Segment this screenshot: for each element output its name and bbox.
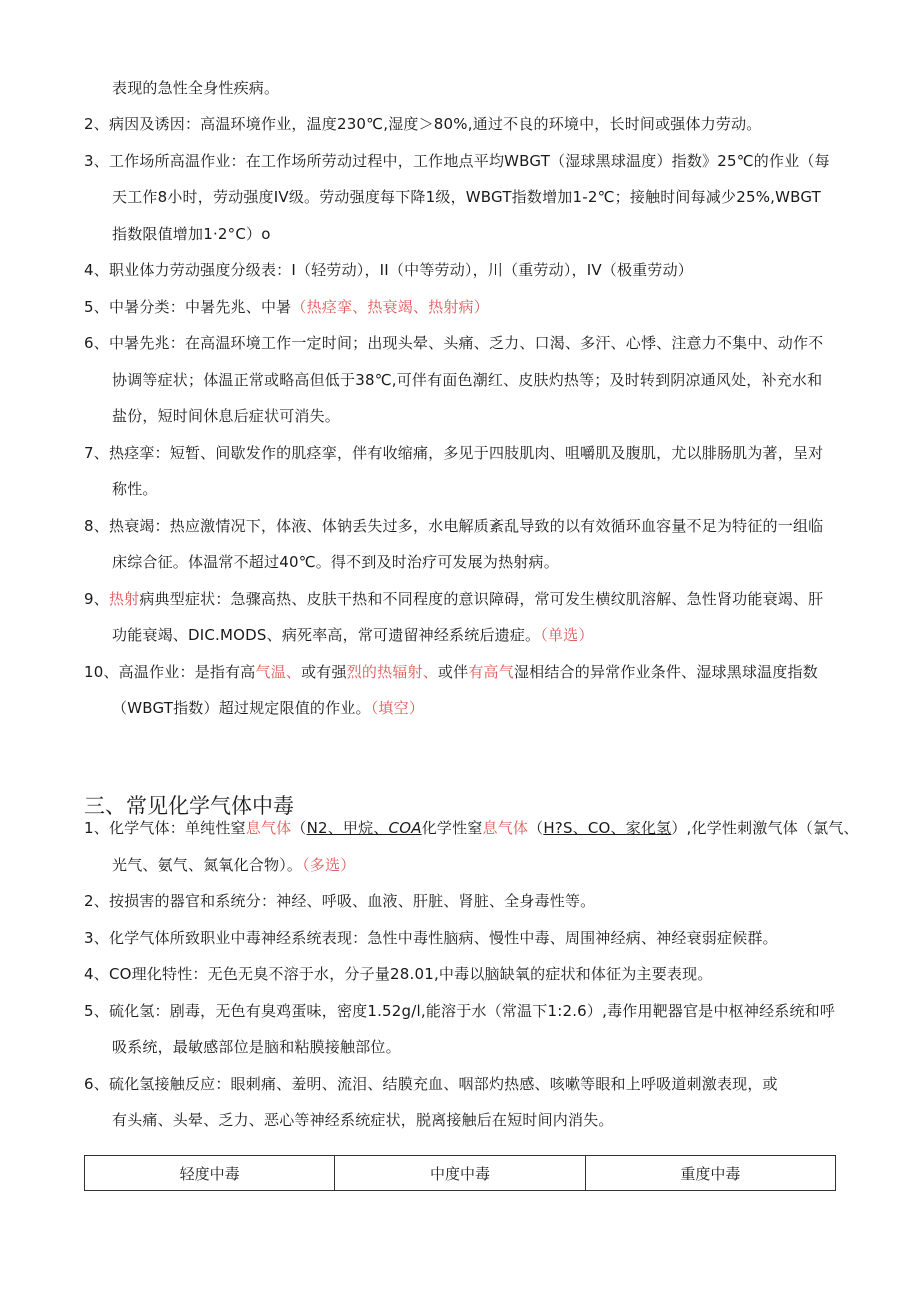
text-run: 光气、氨气、氮氧化合物）。 xyxy=(112,856,303,874)
paragraph-line xyxy=(112,690,424,727)
text-run: （ xyxy=(291,819,307,837)
paragraph-line xyxy=(112,471,158,508)
highlighted-text: （填空） xyxy=(370,699,425,717)
text-run: 化学性窒 xyxy=(421,819,483,837)
text-run: 表现的急性全身性疾病。 xyxy=(112,79,280,97)
text-run: 1、化学气体：单纯性窒 xyxy=(84,819,246,837)
table-header-moderate: 中度中毒 xyxy=(335,1156,585,1191)
text-run: N2、甲烷、 xyxy=(306,819,389,837)
paragraph-line xyxy=(112,70,279,107)
text-run: 指数限值增加1·2°C）o xyxy=(112,225,271,243)
paragraph-line xyxy=(84,289,489,326)
paragraph-line xyxy=(112,847,355,884)
text-run: ）,化学性刺激气体（氯气、 xyxy=(671,819,859,837)
highlighted-text: 气温、 xyxy=(255,663,302,681)
text-run: 3、工作场所高温作业：在工作场所劳动过程中，工作地点平均WBGT（湿球黑球温度）指数》25℃的作业（每 xyxy=(84,152,830,170)
paragraph-line xyxy=(84,252,693,289)
paragraph-line xyxy=(84,920,778,957)
text-run: 天工作8小时，劳动强度IV级。劳动强度每下降1级，WBGT指数增加1-2℃；接触时间每减少25%,WBGT xyxy=(112,188,822,206)
text-run: 5、硫化氢：剧毒，无色有臭鸡蛋味，密度1.52g/l,能溶于水（常温下1:2.6）,毒作用靶器官是中枢神经系统和呼 xyxy=(84,1002,836,1020)
text-run: 6、中暑先兆：在高温环境工作一定时间；出现头晕、头痛、乏力、口渴、多汗、心悸、注意力不集中、动作不 xyxy=(84,334,824,352)
paragraph-line xyxy=(84,993,835,1030)
paragraph-line xyxy=(84,435,823,472)
paragraph-line xyxy=(84,508,823,545)
text-run: 协调等症状；体温正常或略高但低于38℃,可伴有面色潮红、皮肤灼热等；及时转到阴凉通风处，补充水和 xyxy=(112,371,823,389)
text-run: 湿相结合的异常作业条件、湿球黑球温度指数 xyxy=(513,663,818,681)
paragraph-line xyxy=(84,654,818,691)
text-run: 2、按损害的器官和系统分：神经、呼吸、血液、肝脏、肾脏、全身毒性等。 xyxy=(84,892,596,910)
text-run: 病典型症状：急骤高热、皮肤干热和不同程度的意识障碍，常可发生横纹肌溶解、急性肾功能衰竭、肝 xyxy=(139,590,824,608)
paragraph-line xyxy=(112,1102,614,1139)
paragraph-line xyxy=(84,956,713,993)
text-run: 8、热衰竭：热应激情况下，体液、体钠丢失过多，水电解质紊乱导致的以有效循环血容量不足为特征的一组临 xyxy=(84,517,824,535)
text-run: 或有强 xyxy=(301,663,347,681)
text-run: 9、 xyxy=(84,590,109,608)
paragraph-line xyxy=(84,143,830,180)
table-header-severe: 重度中毒 xyxy=(585,1156,835,1191)
highlighted-text: 热射 xyxy=(108,590,140,608)
text-run: 盐份，短时间休息后症状可消失。 xyxy=(112,407,341,425)
paragraph-line xyxy=(84,883,595,920)
text-run: 4、职业体力劳动强度分级表：I（轻劳动），II（中等劳动），川（重劳动），IV（极重劳动） xyxy=(84,261,694,279)
text-run: 有头痛、头晕、乏力、恶心等神经系统症状，脱离接触后在短时间内消失。 xyxy=(112,1111,614,1129)
paragraph-line xyxy=(112,362,822,399)
paragraph-line xyxy=(84,325,823,362)
text-run: H?S、CO、家化氢 xyxy=(543,819,672,837)
text-run: 7、热痉挛：短暂、间歇发作的肌痉挛，伴有收缩痛，多见于四肢肌肉、咀嚼肌及腹肌，尤以腓肠肌为著，呈对 xyxy=(84,444,824,462)
text-run: 5、中暑分类：中暑先兆、中暑 xyxy=(84,298,292,316)
highlighted-text: 息气体 xyxy=(245,819,292,837)
text-run: 4、CO理化特性：无色无臭不溶于水，分子量28.01,中毒以脑缺氧的症状和体征为主要表现。 xyxy=(84,965,713,983)
highlighted-text: （单选） xyxy=(540,626,594,644)
paragraph-line xyxy=(112,617,594,654)
paragraph-line xyxy=(112,398,340,435)
paragraph-line xyxy=(84,581,823,618)
table-header-mild: 轻度中毒 xyxy=(85,1156,335,1191)
highlighted-text: （热痉挛、热衰竭、热射病） xyxy=(291,298,489,316)
text-run: 2、病因及诱因：高温环境作业，温度230℃,湿度＞80%,通过不良的环境中，长时间或强体力劳动。 xyxy=(84,115,762,133)
highlighted-text: 息气体 xyxy=(482,819,529,837)
section-heading: 三、常见化学气体中毒 xyxy=(84,794,294,818)
text-run: COA xyxy=(388,819,422,837)
text-run: 床综合征。体温常不超过40℃。得不到及时治疗可发展为热射病。 xyxy=(112,553,559,571)
text-run: 10、高温作业：是指有高 xyxy=(84,663,256,681)
text-run: 功能衰竭、DIC.MODS、病死率高，常可遗留神经系统后遗症。 xyxy=(112,626,541,644)
text-run: 3、化学气体所致职业中毒神经系统表现：急性中毒性脑病、慢性中毒、周围神经病、神经衰弱症候群。 xyxy=(84,929,778,947)
text-run: 吸系统，最敏感部位是脑和粘膜接触部位。 xyxy=(112,1038,401,1056)
paragraph-line xyxy=(112,216,271,253)
text-run: 称性。 xyxy=(112,480,158,498)
paragraph-line xyxy=(112,544,559,581)
text-run: （WBGT指数）超过规定限值的作业。 xyxy=(112,699,371,717)
text-run: 或伴 xyxy=(437,663,469,681)
poisoning-severity-table xyxy=(84,1155,836,1191)
highlighted-text: 烈的热辐射、 xyxy=(346,663,438,681)
paragraph-line xyxy=(84,106,762,143)
highlighted-text: （多选） xyxy=(302,856,356,874)
paragraph-line xyxy=(112,1029,401,1066)
highlighted-text: 有高气 xyxy=(468,663,514,681)
paragraph-line xyxy=(112,179,821,216)
paragraph-line xyxy=(84,1066,778,1103)
text-run: 6、硫化氢接触反应：眼刺痛、羞明、流泪、结膜充血、咽部灼热感、咳嗽等眼和上呼吸道刺激表现，或 xyxy=(84,1075,778,1093)
text-run: （ xyxy=(528,819,544,837)
table-row xyxy=(85,1156,836,1191)
